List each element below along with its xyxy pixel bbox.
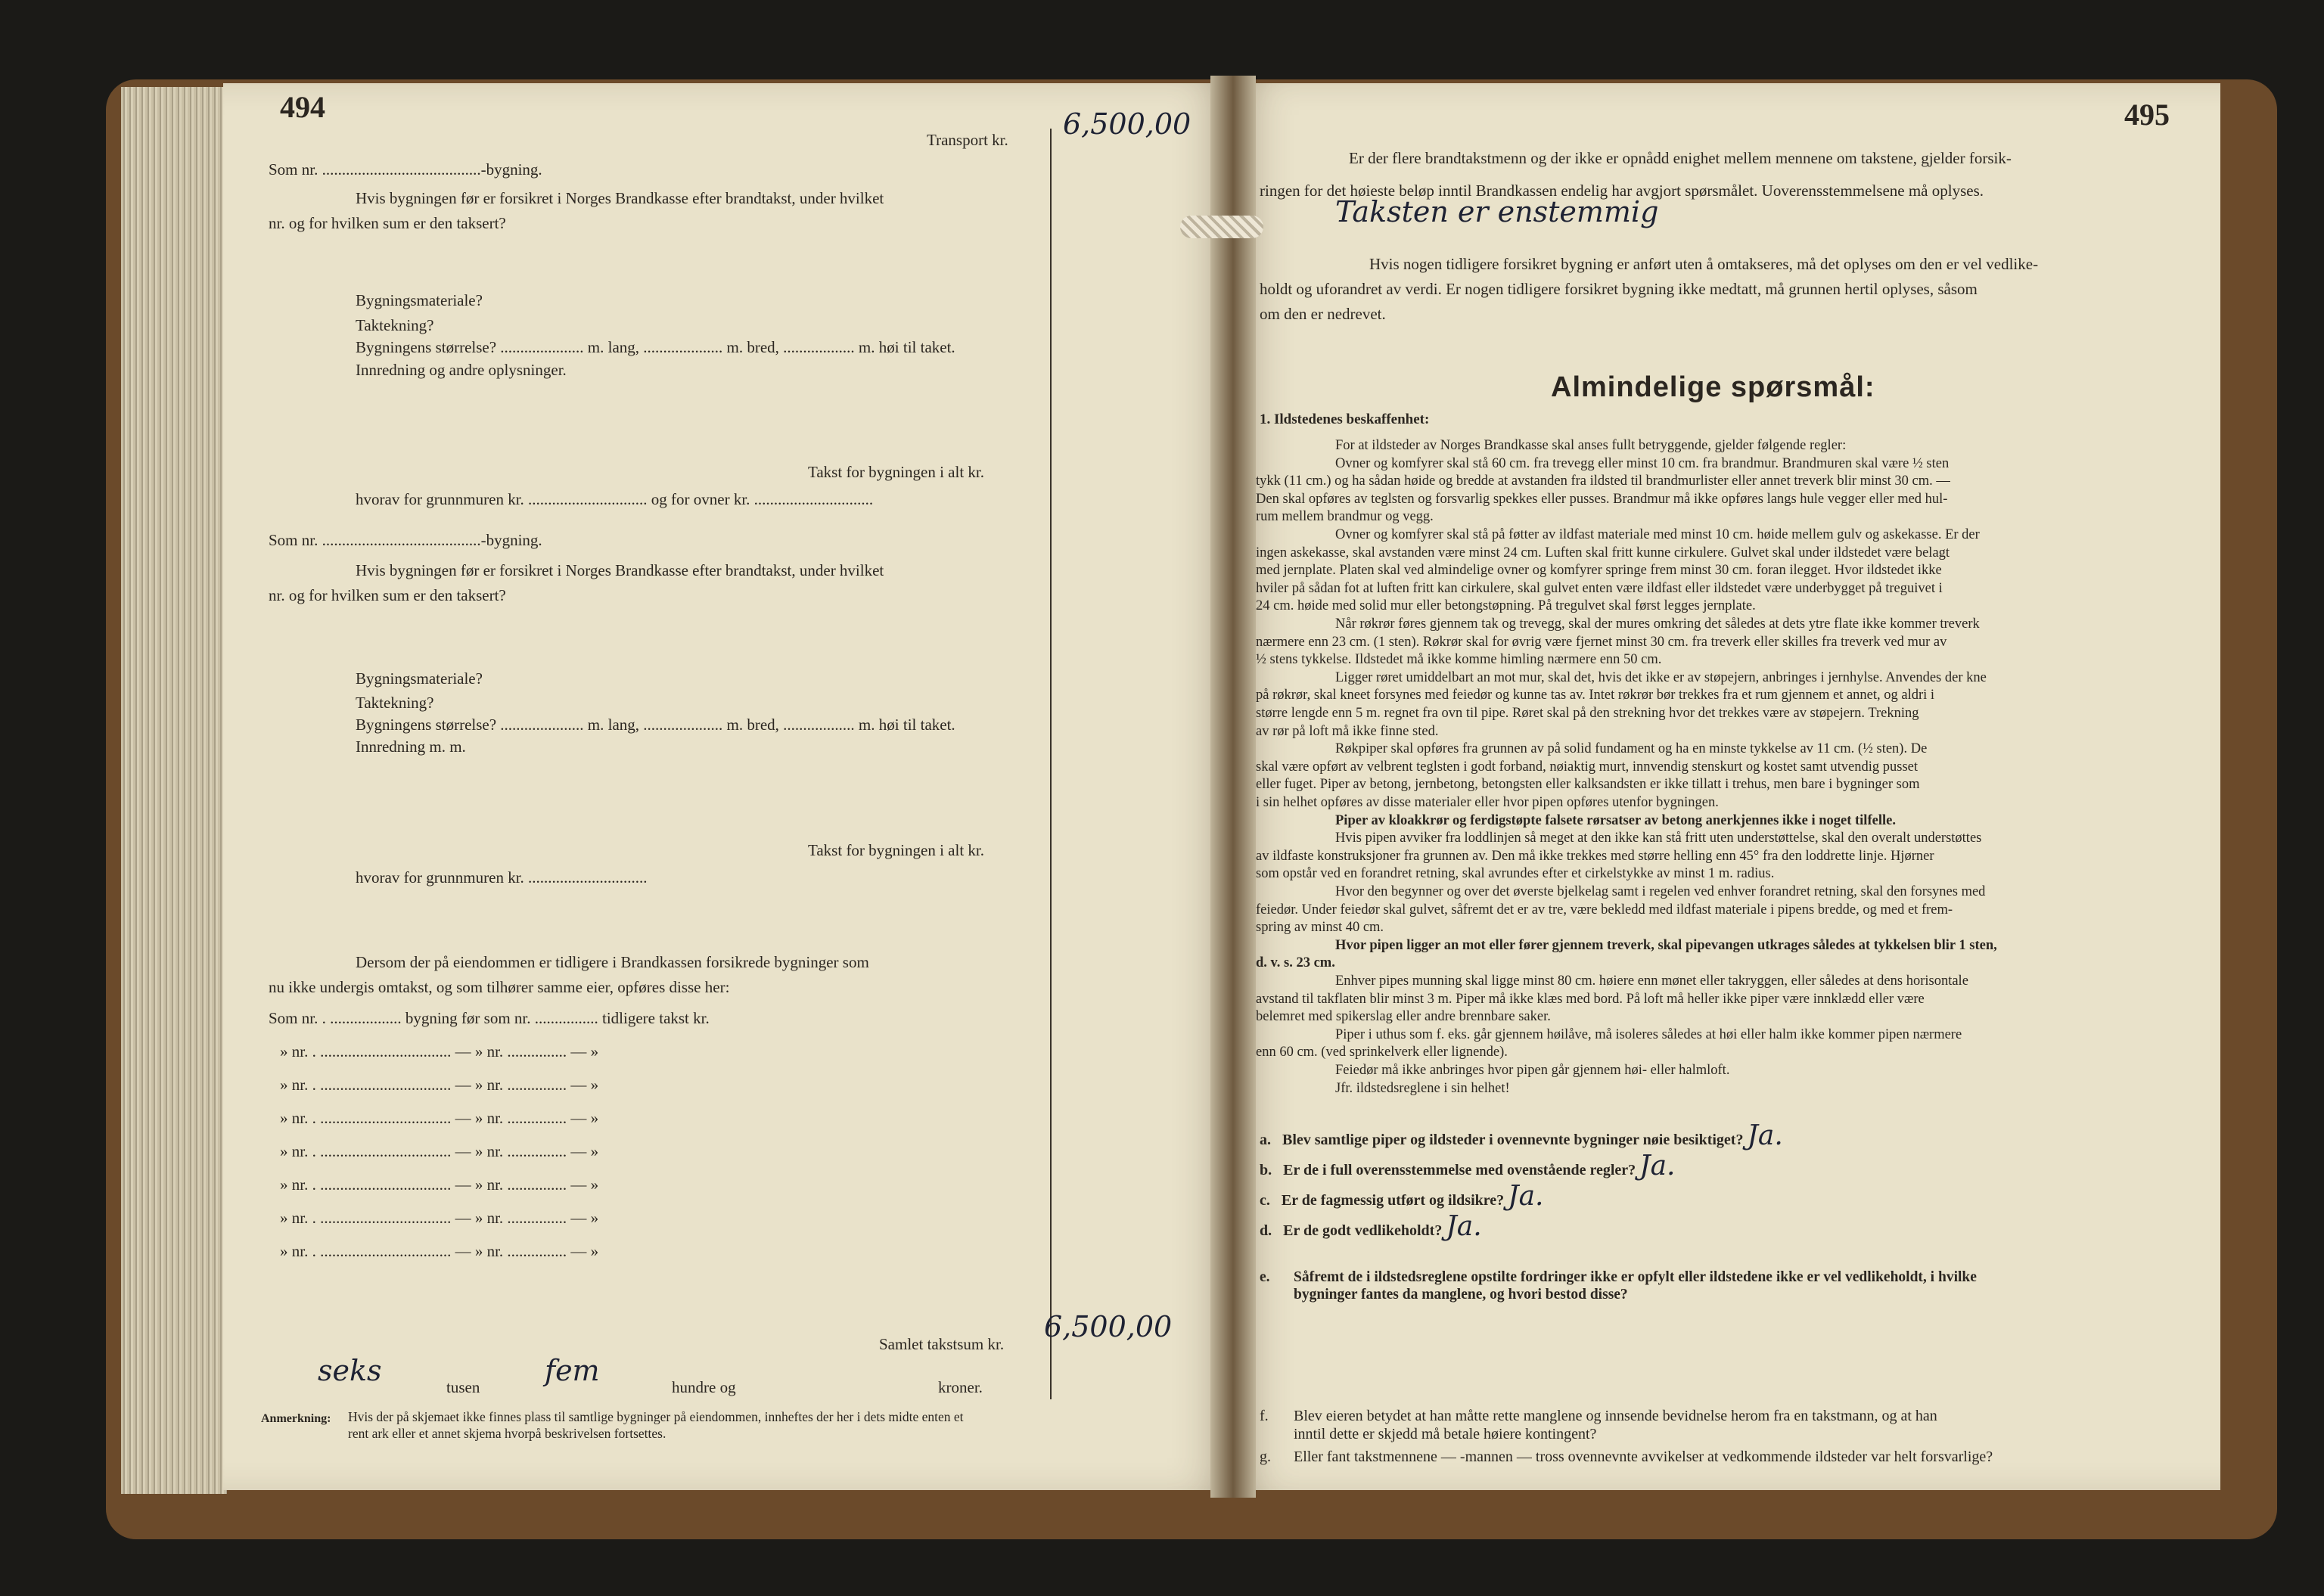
hundre-handwritten: fem (545, 1354, 600, 1387)
somnr-row-2: » nr. . ................................. — » nr. ............... — » (280, 1076, 599, 1094)
page-number-right: 495 (2124, 98, 2170, 132)
rule-line: d. v. s. 23 cm. (1256, 955, 1335, 971)
qb-label: b. (1260, 1162, 1272, 1178)
somnr-row-6: » nr. . ................................. — » nr. ............... — » (280, 1209, 599, 1227)
qd-answer: Ja. (1446, 1211, 1482, 1242)
rule-line: Hvis pipen avviker fra loddlinjen så meget at den ikke kan stå fritt uten understøttelse, skal den overalt understøttes (1335, 831, 1982, 846)
rule-line: feiedør. Under feiedør skal gulvet, såfremt det er av tre, være bekledd med ildfast materiale i pipens bredde, og med et frem- (1256, 902, 1953, 918)
rule-line: av rør på loft må ikke finne sted. (1256, 723, 1439, 739)
rule-line: ½ stens tykkelse. Ildstedet må ikke komme himling nærmere enn 50 cm. (1256, 652, 1662, 668)
rule-line: enn 60 cm. (ved sprinkelverk eller lignende). (1256, 1045, 1508, 1060)
rule-line: som opstår ved en forandret retning, skal avrundes efter et cirkelstykke av minst 1 m. radius. (1256, 866, 1775, 882)
tidligere-line-2: holdt og uforandret av verdi. Er nogen tidligere forsikret bygning ikke medtatt, må grunnen hertil oplyses, såsom (1260, 280, 1978, 298)
qf-label: f. (1260, 1408, 1269, 1424)
somnr-row-4: » nr. . ................................. — » nr. ............... — » (280, 1142, 599, 1160)
tidligere-line-3: om den er nedrevet. (1260, 305, 1386, 323)
taktekning-1: Taktekning? (356, 316, 434, 334)
rule-line: i sin helhet opføres av disse materialer eller hvor pipen opføres utenfor bygningen. (1256, 795, 1719, 810)
rule-line: Piper i uthus som f. eks. går gjennem høilåve, må isoleres således at høi eller halm ikke kommer pipen nærmere (1335, 1026, 1962, 1042)
qe-line-1: Såfremt de i ildstedsreglene opstilte fordringer ikke er opfylt eller ildstedene ikke er vel vedlikeholdt, i hvilke (1294, 1269, 1977, 1285)
rule-line: avstand til takflaten blir minst 3 m. Piper må ikke klæs med bord. På loft må heller ikke piper være innklædd eller være (1256, 991, 1925, 1007)
takst-alt-1 (808, 463, 984, 481)
rule-line: Ovner og komfyrer skal stå 60 cm. fra trevegg eller minst 10 cm. fra brandmur. Brandmuren skal være ½ sten (1335, 455, 1950, 471)
rule-line: Ligger røret umiddelbart an mot mur, skal det, hvis det ikke er av støpejern, anbringes i jernhylse. Anvendes der kne (1335, 669, 1987, 685)
rule-line: eller fuget. Piper av betong, jernbetong, betongsten eller kalksandsten er ikke tillatt i trehus, men bare i bygninger som (1256, 777, 1920, 793)
anmerkning-line-2: rent ark eller et annet skjema hvorpå beskrivelsen fortsettes. (348, 1426, 666, 1441)
question-a (1260, 1120, 1783, 1151)
dersom-line-1: Dersom der på eiendommen er tidligere i Brandkassen forsikrede bygninger som (356, 953, 869, 971)
rule-line: tykk (11 cm.) og ha sådan høide og bredde at avstanden fra ildsted til brandmurlister eller annet treverk blir minst 30 cm. — (1256, 474, 1950, 489)
anmerkning-line-1: Hvis der på skjemaet ikke finnes plass til samtlige bygninger på eiendommen, innheftes der her i dets midte enten et (348, 1409, 964, 1424)
transport-value: 6,500,00 (1063, 107, 1192, 141)
rule-line: rum mellem brandmur og vegg. (1256, 509, 1434, 525)
handwritten-enstemmig: Taksten er enstemmig (1335, 195, 1659, 228)
forsikret-question-2b: nr. og for hvilken sum er den taksert? (269, 586, 506, 604)
question-c (1260, 1181, 1544, 1212)
somnr-row-5: » nr. . ................................. — » nr. ............... — » (280, 1175, 599, 1194)
rule-line: For at ildsteder av Norges Brandkasse skal anses fullt betryggende, gjelder følgende regler: (1335, 438, 1847, 453)
kroner-label: kroner. (938, 1378, 983, 1396)
materiale-2: Bygningsmateriale? (356, 669, 483, 688)
hundre-label: hundre og (672, 1378, 736, 1396)
takst-alt-1-text: Takst for bygningen i alt kr. (808, 463, 984, 481)
tusen-handwritten: seks (318, 1354, 382, 1387)
hvorav-1: hvorav for grunnmuren kr. .............................. og for ovner kr. .............................. (356, 490, 874, 508)
somnr-row-7: » nr. . ................................. — » nr. ............... — » (280, 1242, 599, 1260)
rule-line: Enhver pipes munning skal ligge minst 80 cm. høiere enn mønet eller takryggen, eller således at dens horisontale (1335, 973, 1968, 989)
amount-column-rule (1050, 129, 1052, 1399)
storrelse-2: Bygningens størrelse? ..................... m. lang, .................... m. bred, .................. m. høi til taket. (356, 716, 955, 734)
qe-label: e. (1260, 1269, 1270, 1285)
anmerkning-label: Anmerkning: (261, 1412, 331, 1425)
materiale-1: Bygningsmateriale? (356, 291, 483, 309)
question-d (1260, 1211, 1482, 1242)
qa-label: a. (1260, 1132, 1271, 1148)
tusen-label: tusen (446, 1378, 480, 1396)
intro-line-1: Er der flere brandtakstmenn og der ikke er opnådd enighet mellem mennene om takstene, gjelder forsik- (1349, 149, 2012, 167)
rule-line: Ovner og komfyrer skal stå på føtter av ildfast materiale med minst 10 cm. høide mellem gulv og askekasse. Er der (1335, 527, 1980, 542)
rule-line: på røkrør, skal kneet forsynes med feiedør og kunne tas av. Intet røkrør bør trekkes fra et rum gjennem et annet, og aldri i (1256, 688, 1935, 703)
qc-label: c. (1260, 1192, 1270, 1209)
qc-text: Er de fagmessig utført og ildsikre? (1281, 1192, 1505, 1209)
qf-line-2: inntil dette er skjedd må betale høiere kontingent? (1294, 1426, 1597, 1442)
book-gutter (1210, 76, 1256, 1498)
qc-answer: Ja. (1508, 1181, 1544, 1212)
qb-text: Er de i full overensstemmelse med ovenstående regler? (1283, 1162, 1636, 1178)
forsikret-question-1: Hvis bygningen før er forsikret i Norges Brandkasse efter brandtakst, under hvilket (356, 189, 884, 207)
rule-line: Piper av kloakkrør og ferdigstøpte falsete rørsatser av betong anerkjennes ikke i noget tilfelle. (1335, 812, 1896, 828)
qg-label: g. (1260, 1449, 1271, 1465)
forsikret-question-1b: nr. og for hvilken sum er den taksert? (269, 214, 506, 232)
rule-line: Feiedør må ikke anbringes hvor pipen går gjennem høi- eller halmloft. (1335, 1063, 1730, 1078)
qb-answer: Ja. (1639, 1150, 1676, 1181)
qd-label: d. (1260, 1222, 1272, 1239)
rule-line: belemret med spikerslag eller andre brennbare saker. (1256, 1009, 1551, 1025)
taktekning-2: Taktekning? (356, 694, 434, 712)
takst-alt-2: Takst for bygningen i alt kr. (808, 841, 984, 859)
innredning-1: Innredning og andre oplysninger. (356, 361, 567, 379)
page-edges (121, 87, 227, 1494)
transport-label: Transport kr. (927, 131, 1008, 149)
rule-line: Den skal opføres av teglsten og forsvarlig spekkes eller pusses. Brandmur må ikke opføres langs hule vegger eller med hul- (1256, 491, 1948, 507)
question-b (1260, 1150, 1676, 1181)
rule-line: hviler på sådan fot at luften fritt kan cirkulere, skal gulvet enten være ildfast eller ildstedet være underbygget på treguivet i (1256, 580, 1943, 596)
section-title: Almindelige spørsmål: (1551, 371, 1875, 403)
rule-line: større lengde enn 5 m. regnet fra ovn til pipe. Røret skal på den strekning hvor det trekkes være av støpejern. Trekning (1256, 706, 1919, 721)
qd-text: Er de godt vedlikeholdt? (1283, 1222, 1443, 1239)
rule-line: Hvor den begynner og over det øverste bjelkelag samt i regelen ved enhver forandret retning, skal den forsynes med (1335, 884, 1986, 899)
som-nr-bygning-2: Som nr. ........................................-bygning. (269, 531, 542, 549)
rule-line: ingen askekasse, skal avstanden være minst 24 cm. Luften skal fritt kunne cirkulere. Gulvet skal under ildstedet være belagt (1256, 545, 1950, 560)
rule-line: Røkpiper skal opføres fra grunnen av på solid fundament og ha en minste tykkelse av 11 cm. (½ sten). De (1335, 741, 1928, 757)
section-1-heading: 1. Ildstedenes beskaffenhet: (1260, 411, 1430, 427)
qf-line-1: Blev eieren betydet at han måtte rette manglene og innsende bevidnelse herom fra en takstmann, og at han (1294, 1408, 1937, 1424)
rule-line: 24 cm. høide med solid mur eller betongstøpning. På tregulvet skal først legges jernplate. (1256, 598, 1756, 614)
rule-line: av ildfaste konstruksjoner fra grunnen av. Den må ikke trekkes med større helling enn 45° fra den loddrette linje. Hjørner (1256, 848, 1934, 864)
dersom-line-2: nu ikke undergis omtakst, og som tilhører samme eier, opføres disse her: (269, 978, 730, 996)
rule-line: Hvor pipen ligger an mot eller fører gjennem treverk, skal pipevangen utkrages således at tykkelsen blir 1 sten, (1335, 937, 1997, 953)
page-number-left: 494 (280, 90, 325, 124)
samlet-label: Samlet takstsum kr. (879, 1335, 1005, 1353)
hvorav-2: hvorav for grunnmuren kr. .............................. (356, 868, 648, 886)
somnr-row-1: » nr. . ................................. — » nr. ............... — » (280, 1042, 599, 1060)
rule-line: nærmere enn 23 cm. (1 sten). Røkrør skal for øvrig være fjernet minst 30 cm. fra treverk eller skilles fra treverk ved mur av (1256, 634, 1947, 650)
storrelse-1: Bygningens størrelse? ..................... m. lang, .................... m. bred, .................. m. høi til taket. (356, 338, 955, 356)
rule-line: Jfr. ildstedsreglene i sin helhet! (1335, 1080, 1510, 1096)
rule-line: skal være opført av velbrent teglsten i godt forband, nøiaktig murt, innvendig stenskurt og kostet samt utvendig pusset (1256, 759, 1919, 775)
qa-text: Blev samtlige piper og ildsteder i ovennevnte bygninger nøie besiktiget? (1282, 1132, 1744, 1148)
somnr-row-3: » nr. . ................................. — » nr. ............... — » (280, 1109, 599, 1127)
tidligere-line-1: Hvis nogen tidligere forsikret bygning er anført uten å omtakseres, må det oplyses om den er vel vedlike- (1369, 255, 2039, 273)
somnr-header: Som nr. . .................. bygning før som nr. ................ tidligere takst kr. (269, 1009, 710, 1027)
qe-line-2: bygninger fantes da manglene, og hvori bestod disse? (1294, 1287, 1628, 1303)
intro-line-2: ringen for det høieste beløp inntil Brandkassen endelig har avgjort spørsmålet. Uoverensstemmelsene må oplyses. (1260, 182, 1984, 200)
som-nr-bygning-1: Som nr. ........................................-bygning. (269, 160, 542, 179)
rule-line: med jernplate. Platen skal ved almindelige ovner og komfyrer springe frem minst 30 cm. foran ilegget. Hvor ildstedet ikke (1256, 563, 1942, 579)
qg-line: Eller fant takstmennene — -mannen — tross ovennevnte avvikelser at vedkommende ildsteder var helt forsvarlige? (1294, 1449, 1993, 1465)
qa-answer: Ja. (1747, 1120, 1783, 1151)
binding-string (1180, 216, 1263, 238)
rule-line: Når røkrør føres gjennem tak og trevegg, skal der mures omkring det således at dets ytre flate ikke kommer treverk (1335, 616, 1980, 632)
innredning-2: Innredning m. m. (356, 737, 466, 756)
rule-line: spring av minst 40 cm. (1256, 920, 1384, 936)
forsikret-question-2: Hvis bygningen før er forsikret i Norges Brandkasse efter brandtakst, under hvilket (356, 561, 884, 579)
samlet-value: 6,500,00 (1044, 1310, 1173, 1343)
